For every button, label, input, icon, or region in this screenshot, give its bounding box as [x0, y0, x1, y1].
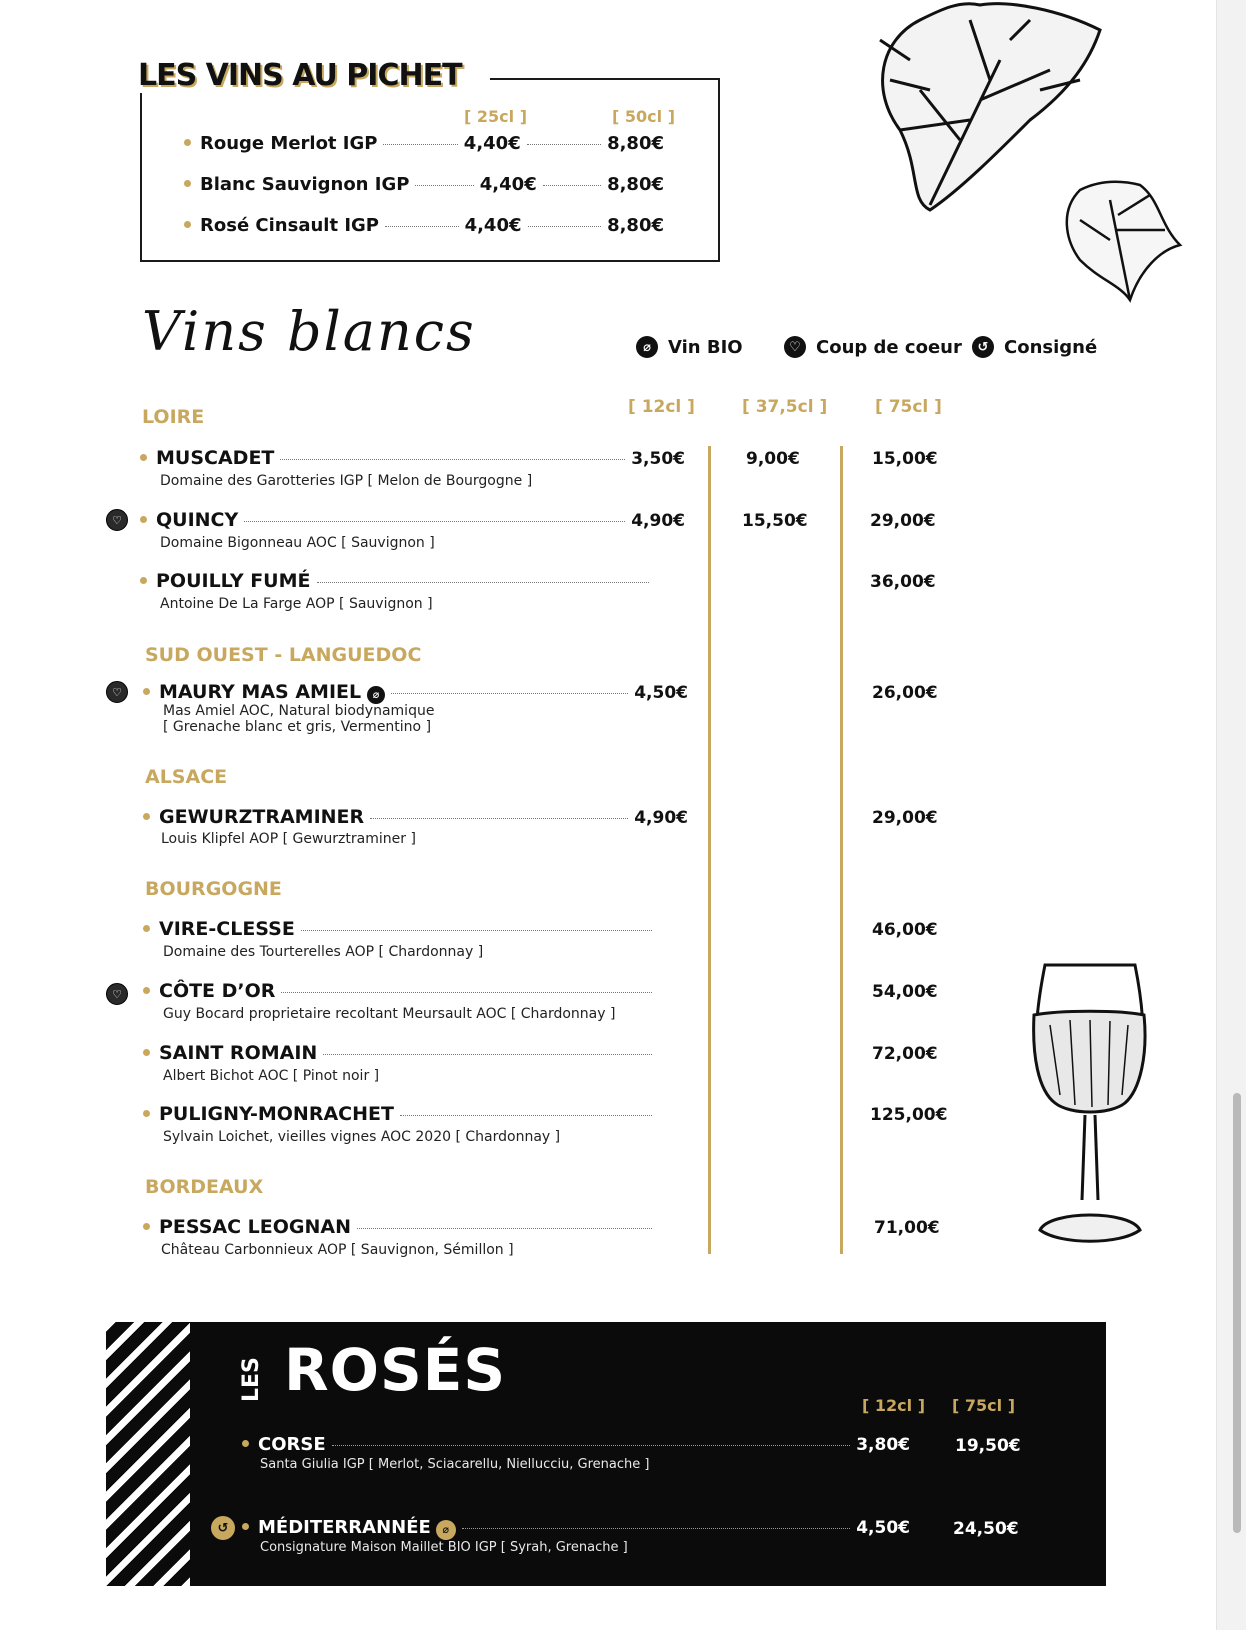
rose-name	[258, 1517, 456, 1540]
wine-name: CÔTE D’OR	[159, 980, 276, 1002]
scrollbar-track[interactable]	[1216, 0, 1246, 1630]
price-12cl: 4,50€	[634, 683, 688, 703]
wine-name: QUINCY	[156, 509, 239, 531]
col-12cl: [ 12cl ]	[628, 397, 695, 417]
price-75cl: 125,00€	[870, 1105, 948, 1125]
dotted-leader	[280, 459, 625, 460]
dotted-leader	[383, 144, 457, 145]
bullet-dot	[140, 516, 147, 523]
dotted-leader	[332, 1445, 851, 1446]
dotted-leader	[370, 818, 628, 819]
column-divider	[840, 446, 843, 1254]
coup-de-coeur-icon: ♡	[106, 983, 128, 1005]
legend-bio-label: Vin BIO	[668, 336, 743, 358]
bullet-dot	[184, 139, 191, 146]
price-75cl: 54,00€	[872, 982, 938, 1002]
roses-les-label: LES	[239, 1357, 264, 1402]
bullet-dot	[143, 1110, 150, 1117]
dotted-leader	[317, 582, 650, 583]
dotted-leader	[391, 693, 628, 694]
bullet-dot	[143, 925, 150, 932]
pichet-price-50: 8,80€	[607, 133, 664, 154]
wine-name: PULIGNY-MONRACHET	[159, 1103, 394, 1125]
dotted-leader	[301, 930, 652, 931]
bottle-icon: ↺	[972, 336, 994, 358]
wine-description: Louis Klipfel AOP [ Gewurztraminer ]	[161, 831, 416, 847]
vine-leaves-illustration	[860, 0, 1200, 320]
price-75cl: 46,00€	[872, 920, 938, 940]
column-divider	[708, 446, 711, 1254]
price-12cl: 4,90€	[631, 511, 685, 531]
rose-price-75cl: 19,50€	[955, 1436, 1021, 1456]
price-75cl: 29,00€	[872, 808, 938, 828]
wine-row	[140, 447, 685, 471]
pichet-wine-name: Rosé Cinsault IGP	[200, 215, 379, 236]
wine-description: Guy Bocard proprietaire recoltant Meursault AOC [ Chardonnay ]	[163, 1006, 616, 1022]
price-37-5cl: 15,50€	[742, 511, 808, 531]
roses-title: ROSÉS	[284, 1336, 507, 1404]
wine-name: VIRE-CLESSE	[159, 918, 295, 940]
dotted-leader	[323, 1054, 652, 1055]
pichet-row	[184, 174, 664, 200]
wine-row	[143, 1216, 658, 1240]
dotted-leader	[281, 992, 652, 993]
section-bordeaux: BORDEAUX	[145, 1176, 264, 1198]
rose-description: Consignature Maison Maillet BIO IGP [ Syrah, Grenache ]	[260, 1540, 628, 1555]
bullet-dot	[143, 688, 150, 695]
wine-name: MUSCADET	[156, 447, 275, 469]
wine-description-grapes: [ Grenache blanc et gris, Vermentino ]	[163, 719, 432, 735]
legend-consigne-label: Consigné	[1004, 336, 1098, 358]
bullet-dot	[242, 1523, 249, 1530]
rose-price-12cl: 3,80€	[856, 1435, 910, 1455]
legend-bio	[636, 336, 743, 358]
bullet-dot	[242, 1440, 249, 1447]
col-37-5cl: [ 37,5cl ]	[742, 397, 828, 417]
wine-glass-illustration	[1030, 955, 1150, 1255]
pichet-price-25: 4,40€	[463, 133, 521, 154]
wine-row	[143, 681, 688, 705]
legend-coeur-label: Coup de coeur	[816, 336, 962, 358]
pichet-price-50: 8,80€	[607, 215, 664, 236]
dotted-leader	[244, 521, 625, 522]
wine-row	[143, 1042, 658, 1066]
legend-consigne	[972, 336, 1097, 358]
leaf-icon: ⌀	[436, 1520, 456, 1540]
dotted-leader	[357, 1228, 652, 1229]
roses-col-12cl: [ 12cl ]	[862, 1396, 925, 1415]
wine-description: Antoine De La Farge AOP [ Sauvignon ]	[160, 596, 433, 612]
wine-row	[143, 918, 658, 942]
wine-row	[143, 980, 658, 1004]
section-loire: LOIRE	[142, 406, 205, 428]
price-75cl: 71,00€	[874, 1218, 940, 1238]
pichet-row	[184, 215, 664, 241]
roses-col-75cl: [ 75cl ]	[952, 1396, 1015, 1415]
price-12cl: 3,50€	[631, 449, 685, 469]
wine-row	[143, 806, 688, 830]
wine-description: Domaine Bigonneau AOC [ Sauvignon ]	[160, 535, 435, 551]
leaf-icon: ⌀	[367, 686, 385, 704]
rose-name-text: MÉDITERRANNÉE	[258, 1517, 431, 1538]
pichet-row	[184, 133, 664, 159]
dotted-leader	[462, 1528, 850, 1529]
rose-name: CORSE	[258, 1434, 326, 1455]
wine-name	[159, 681, 385, 704]
wine-description: Domaine des Garotteries IGP [ Melon de Bourgogne ]	[160, 473, 533, 489]
pichet-wine-name: Rouge Merlot IGP	[200, 133, 378, 154]
rose-price-12cl: 4,50€	[856, 1518, 910, 1538]
price-75cl: 72,00€	[872, 1044, 938, 1064]
bullet-dot	[140, 577, 147, 584]
wine-row	[140, 570, 655, 594]
wine-row	[143, 1103, 658, 1127]
section-bourgogne: BOURGOGNE	[145, 878, 282, 900]
pichet-title: LES VINS AU PICHET	[138, 58, 490, 93]
dotted-leader	[528, 226, 602, 227]
price-75cl: 29,00€	[870, 511, 936, 531]
pichet-price-50: 8,80€	[607, 174, 664, 195]
legend-coeur	[784, 336, 962, 358]
wine-name: SAINT ROMAIN	[159, 1042, 318, 1064]
wine-description: Domaine des Tourterelles AOP [ Chardonnay ]	[163, 944, 484, 960]
section-alsace: ALSACE	[145, 766, 228, 788]
wine-name: PESSAC LEOGNAN	[159, 1216, 352, 1238]
wine-row	[140, 509, 685, 533]
wine-description: Albert Bichot AOC [ Pinot noir ]	[163, 1068, 380, 1084]
rose-row	[242, 1517, 910, 1541]
wine-description: Château Carbonnieux AOP [ Sauvignon, Sémillon ]	[161, 1242, 514, 1258]
vins-blancs-title: Vins blancs	[142, 300, 476, 363]
price-75cl: 36,00€	[870, 572, 936, 592]
wine-description: Sylvain Loichet, vieilles vignes AOC 2020 [ Chardonnay ]	[163, 1129, 561, 1145]
leaf-icon: ⌀	[636, 336, 658, 358]
scrollbar-thumb[interactable]	[1233, 1093, 1241, 1533]
pichet-wine-name: Blanc Sauvignon IGP	[200, 174, 410, 195]
price-75cl: 15,00€	[872, 449, 938, 469]
col-75cl: [ 75cl ]	[875, 397, 942, 417]
bullet-dot	[143, 987, 150, 994]
dotted-leader	[527, 144, 601, 145]
coup-de-coeur-icon: ♡	[106, 681, 128, 703]
bullet-dot	[184, 180, 191, 187]
rose-row	[242, 1434, 910, 1458]
bullet-dot	[143, 1049, 150, 1056]
wine-description: Mas Amiel AOC, Natural biodynamique	[163, 703, 435, 719]
dotted-leader	[543, 185, 601, 186]
rose-price-75cl: 24,50€	[953, 1519, 1019, 1539]
section-sud-ouest: SUD OUEST - LANGUEDOC	[145, 644, 422, 666]
bullet-dot	[143, 813, 150, 820]
wine-name: POUILLY FUMÉ	[156, 570, 311, 592]
bullet-dot	[140, 454, 147, 461]
pichet-col-50cl: [ 50cl ]	[612, 107, 675, 126]
bullet-dot	[143, 1223, 150, 1230]
price-37-5cl: 9,00€	[746, 449, 800, 469]
bullet-dot	[184, 221, 191, 228]
price-12cl: 4,90€	[634, 808, 688, 828]
pichet-col-25cl: [ 25cl ]	[464, 107, 527, 126]
rose-description: Santa Giulia IGP [ Merlot, Sciacarellu, Niellucciu, Grenache ]	[260, 1457, 650, 1472]
heart-icon: ♡	[784, 336, 806, 358]
price-75cl: 26,00€	[872, 683, 938, 703]
consigne-icon: ↺	[211, 1516, 235, 1540]
pichet-price-25: 4,40€	[479, 174, 537, 195]
wine-name: GEWURZTRAMINER	[159, 806, 365, 828]
wine-name-text: MAURY MAS AMIEL	[159, 681, 362, 703]
pichet-price-25: 4,40€	[464, 215, 522, 236]
stripes-decoration	[106, 1322, 190, 1586]
dotted-leader	[385, 226, 459, 227]
dotted-leader	[400, 1115, 652, 1116]
dotted-leader	[415, 185, 473, 186]
coup-de-coeur-icon: ♡	[106, 509, 128, 531]
